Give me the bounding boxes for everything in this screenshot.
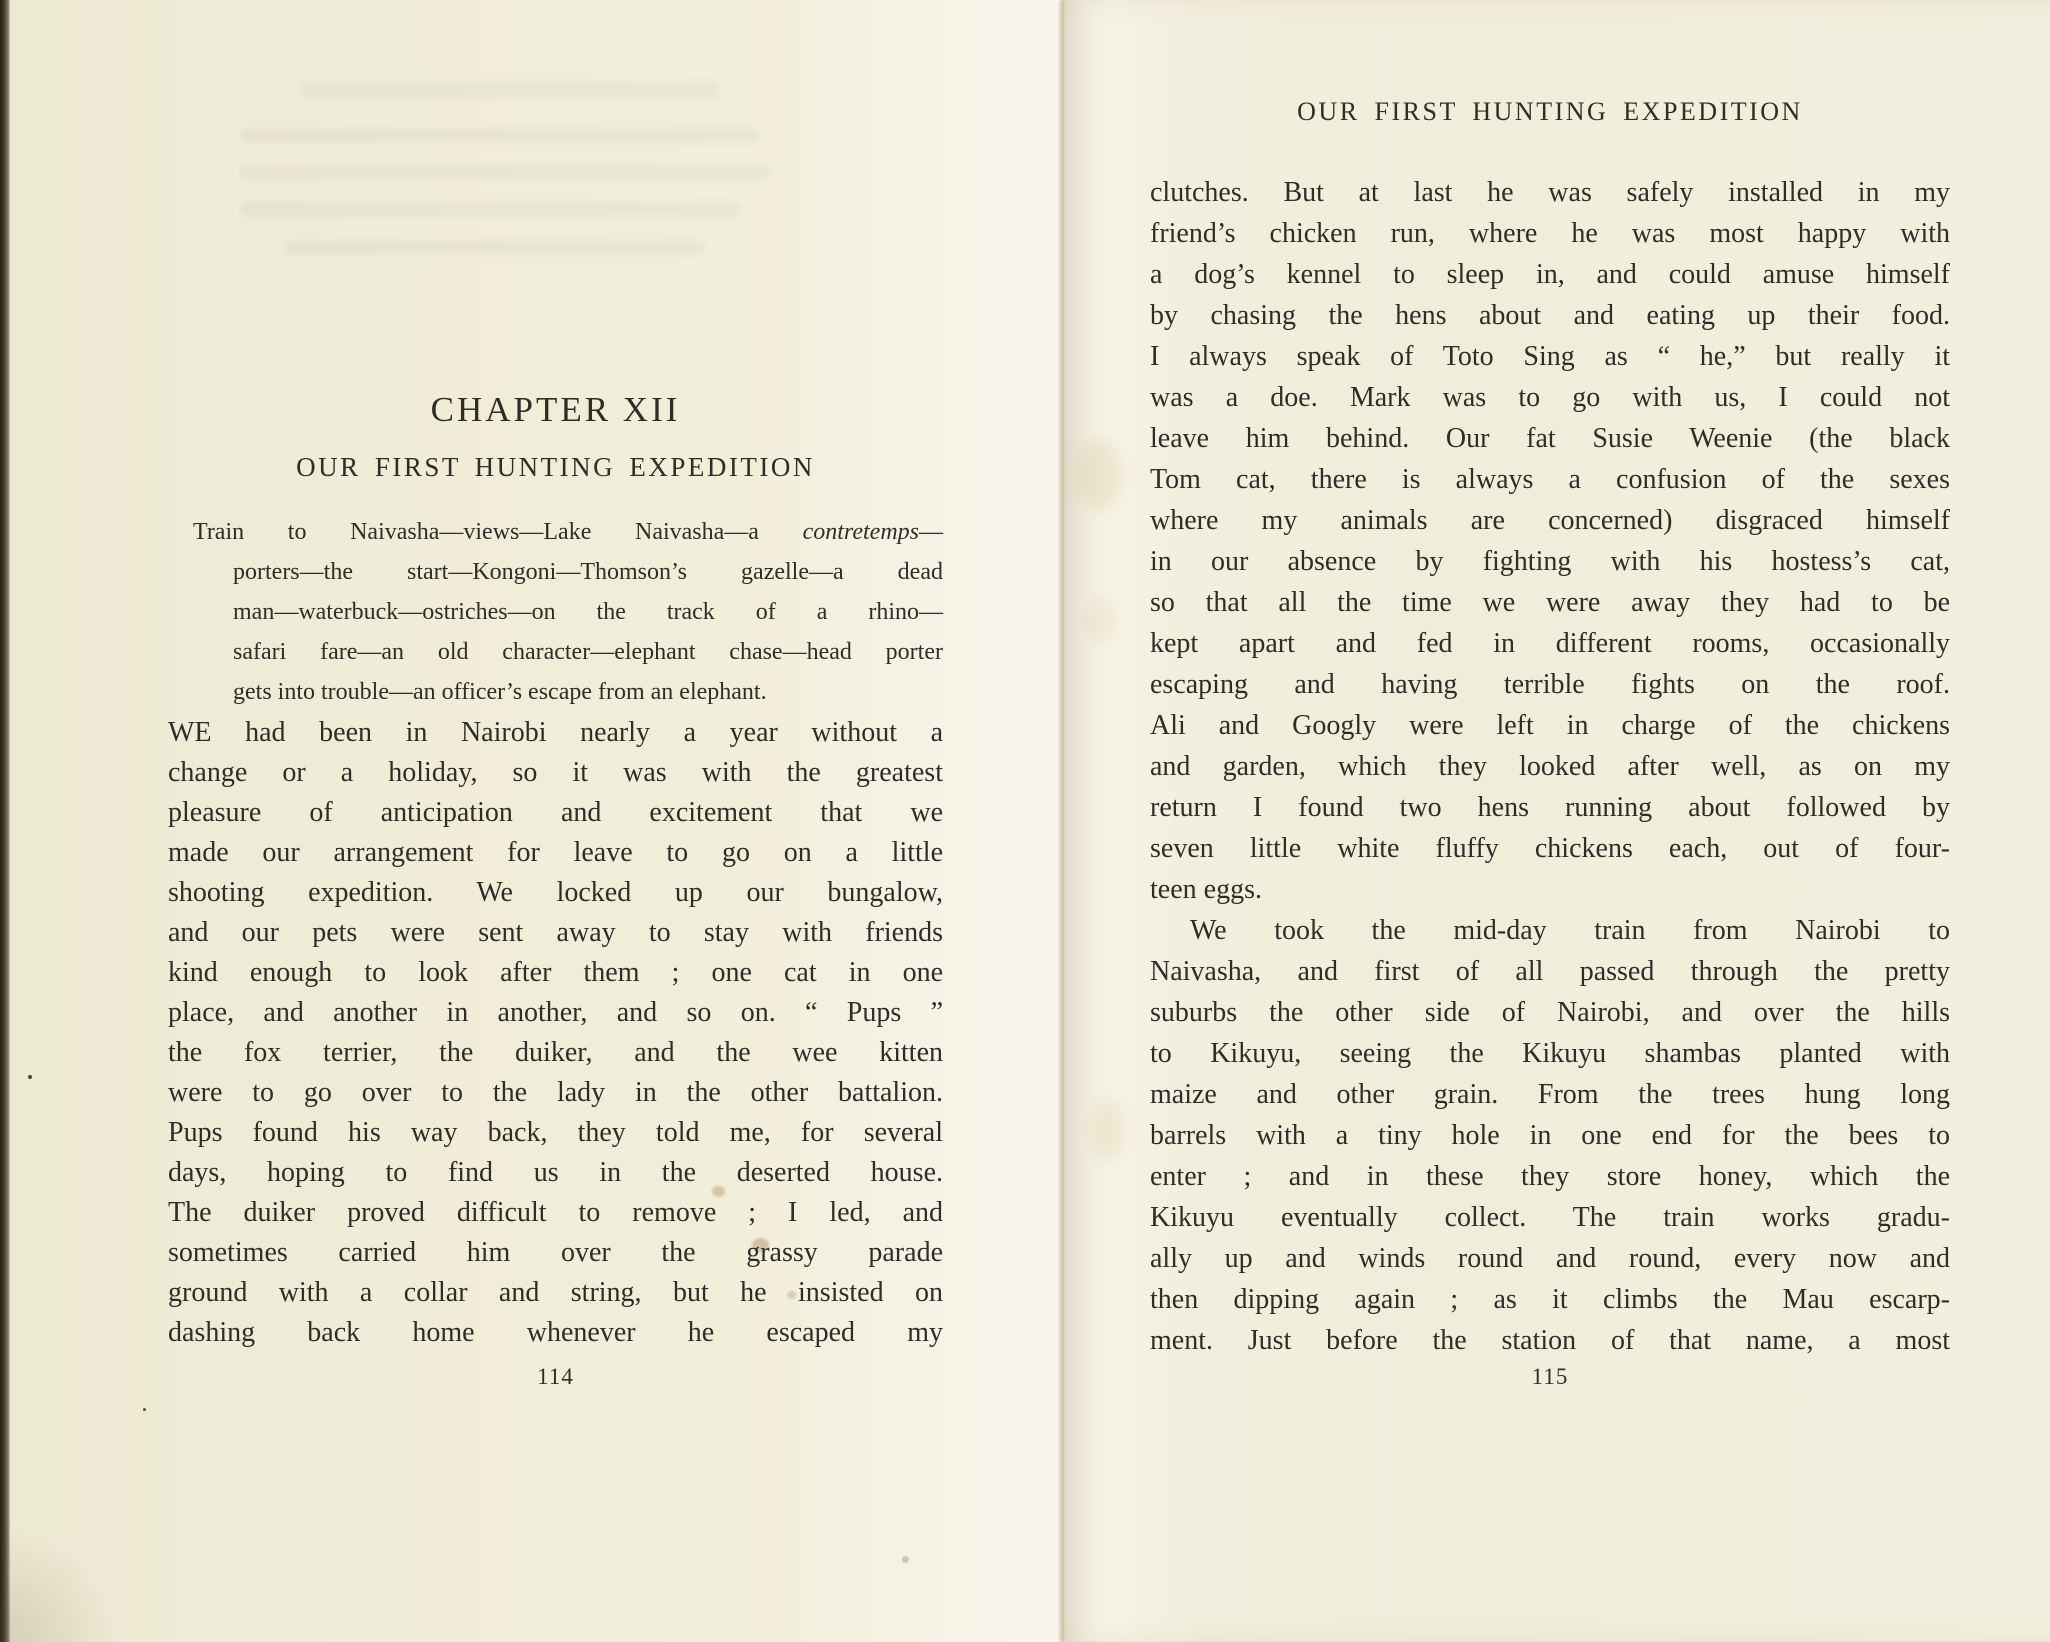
text-line: enter ; and in these they store honey, which the [1150,1161,1950,1192]
text-line: suburbs the other side of Nairobi, and over the hills [1150,997,1950,1028]
gutter-stain [1090,1100,1124,1160]
text-line: shooting expedition. We locked up our bungalow, [168,877,943,908]
text-line: sometimes carried him over the grassy parade [168,1237,943,1268]
text-line: and our pets were sent away to stay with friends [168,917,943,948]
bleed-through-line [285,240,705,255]
text-line: teen eggs. [1150,874,1262,905]
book-left-edge [0,0,10,1642]
speck [28,1075,32,1079]
bleed-through-line [240,202,740,217]
text-line: kind enough to look after them ; one cat in one [168,957,943,988]
text-line: place, and another in another, and so on. “ Pups ” [168,997,943,1028]
text-line: in our absence by fighting with his hostess’s cat, [1150,546,1950,577]
text-line: then dipping again ; as it climbs the Mau escarp- [1150,1284,1950,1315]
gutter-stain [1085,600,1115,640]
text-line: Naivasha, and first of all passed through the pretty [1150,956,1950,987]
bleed-through-line [240,165,770,180]
text-line: maize and other grain. From the trees hung long [1150,1079,1950,1110]
text-line: dashing back home whenever he escaped my [168,1317,943,1348]
chapter-subtitle: OUR FIRST HUNTING EXPEDITION [296,452,815,482]
corner-shadow [0,1522,120,1642]
page-number-left: 114 [537,1364,574,1389]
text-line: WE had been in Nairobi nearly a year without a [168,717,943,748]
speck [143,1408,146,1411]
text-line: was a doe. Mark was to go with us, I could not [1150,382,1950,413]
text-line: Tom cat, there is always a confusion of the sexes [1150,464,1950,495]
text-line: to Kikuyu, seeing the Kikuyu shambas planted with [1150,1038,1950,1069]
chapter-synopsis [168,512,943,712]
running-header: OUR FIRST HUNTING EXPEDITION [1297,97,1803,126]
bleed-through-line [300,82,720,98]
chapter-heading: CHAPTER XII [430,390,681,429]
text-line: Ali and Googly were left in charge of the chickens [1150,710,1950,741]
text-line: pleasure of anticipation and excitement that we [168,797,943,828]
text-line: porters—the start—Kongoni—Thomson’s gazelle—a dead [233,559,943,585]
text-line: man—waterbuck—ostriches—on the track of a rhino— [233,599,943,625]
text-line: made our arrangement for leave to go on a little [168,837,943,868]
text-line: I always speak of Toto Sing as “ he,” but really it [1150,341,1950,372]
gutter-crease [1060,0,1063,1642]
text-line: barrels with a tiny hole in one end for the bees to [1150,1120,1950,1151]
text-line: days, hoping to find us in the deserted house. [168,1157,943,1188]
text-line: Pups found his way back, they told me, for several [168,1117,943,1148]
text-line: escaping and having terrible fights on the roof. [1150,669,1950,700]
text-line: safari fare—an old character—elephant chase—head porter [233,639,943,665]
synopsis-italic-word: contretemps [802,519,919,545]
text-line: were to go over to the lady in the other battalion. [168,1077,943,1108]
gutter-stain [1075,440,1121,510]
text-line: so that all the time we were away they had to be [1150,587,1950,618]
body-paragraph-2 [1150,910,1950,1361]
page-number-right: 115 [1531,1364,1569,1389]
stain [902,1556,909,1563]
text-line: by chasing the hens about and eating up their food. [1150,300,1950,331]
text-line: The duiker proved difficult to remove ; I led, and [168,1197,943,1228]
synopsis-text: — [919,519,943,545]
text-line: change or a holiday, so it was with the greatest [168,757,943,788]
text-line: seven little white fluffy chickens each, out of four- [1150,833,1950,864]
text-line: ment. Just before the station of that name, a most [1150,1325,1950,1356]
text-line: return I found two hens running about followed by [1150,792,1950,823]
body-paragraph-1 [1150,172,1950,910]
text-line: and garden, which they looked after well, as on my [1150,751,1950,782]
text-line: We took the mid-day train from Nairobi to [1190,915,1950,946]
text-line: kept apart and fed in different rooms, occasionally [1150,628,1950,659]
text-line: ground with a collar and string, but he insisted on [168,1277,943,1308]
text-line: clutches. But at last he was safely installed in my [1150,177,1950,208]
text-line: where my animals are concerned) disgraced himself [1150,505,1950,536]
text-line: a dog’s kennel to sleep in, and could amuse himself [1150,259,1950,290]
text-line: the fox terrier, the duiker, and the wee kitten [168,1037,943,1068]
body-paragraph [168,713,943,1353]
synopsis-continuation [168,552,943,712]
synopsis-first-line [168,512,943,552]
text-line: Kikuyu eventually collect. The train works gradu- [1150,1202,1950,1233]
text-line: ally up and winds round and round, every now and [1150,1243,1950,1274]
synopsis-text: Train to Naivasha—views—Lake Naivasha—a [193,519,803,545]
text-line: gets into trouble—an officer’s escape from an elephant. [233,679,767,705]
bleed-through-line [240,128,760,143]
text-line: leave him behind. Our fat Susie Weenie (the black [1150,423,1950,454]
text-line: friend’s chicken run, where he was most happy with [1150,218,1950,249]
